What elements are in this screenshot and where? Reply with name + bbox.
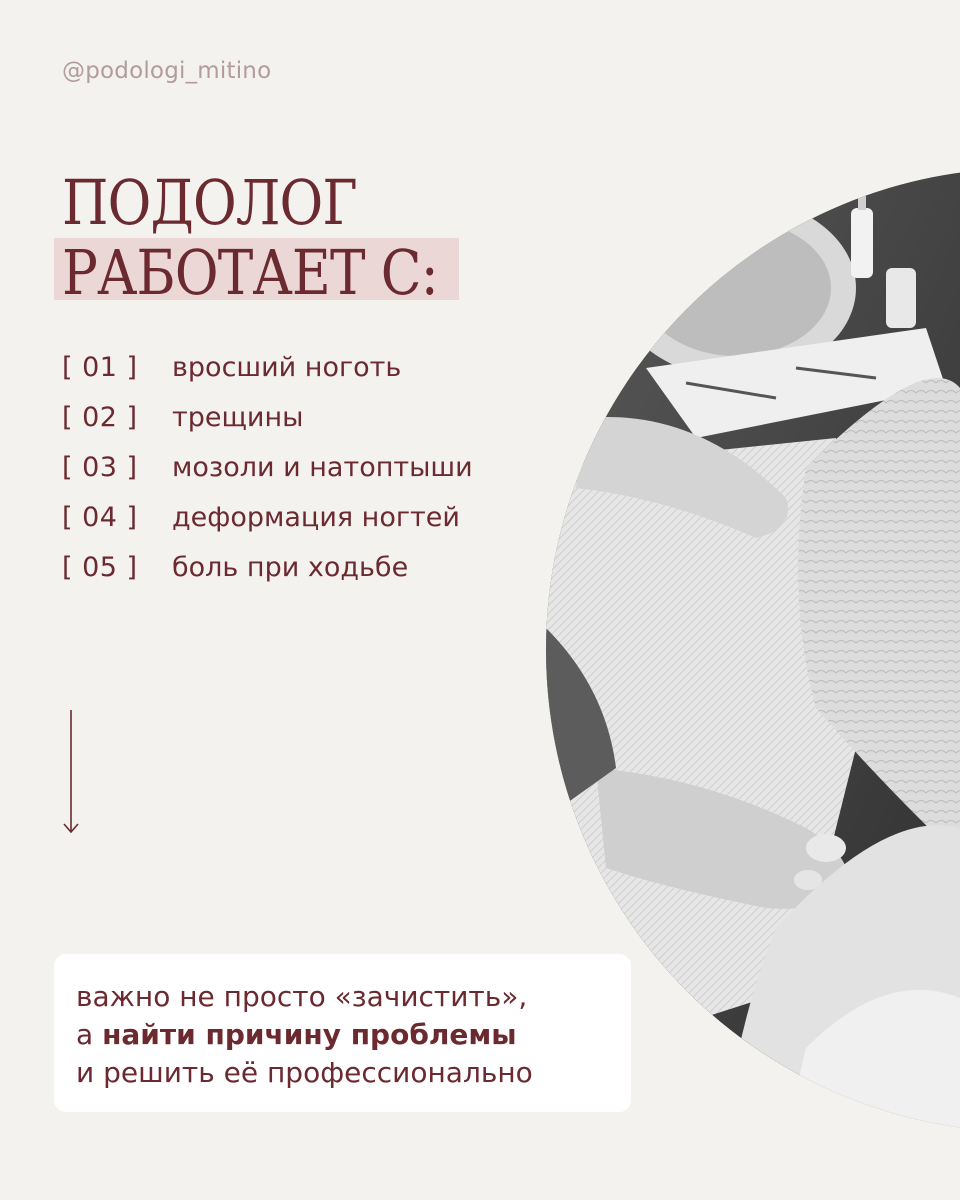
info-note <box>54 954 631 1112</box>
page-title-line-2: РАБОТАЕТ С: <box>62 236 438 309</box>
note-line-2-prefix: а <box>76 1018 103 1051</box>
note-line-3: и решить её профессионально <box>76 1056 533 1089</box>
page-title-line-1: ПОДОЛОГ <box>62 166 357 239</box>
note-line-1: важно не просто «зачистить», <box>76 980 528 1013</box>
list-item-text: деформация ногтей <box>172 501 460 533</box>
services-list <box>62 342 473 592</box>
list-item-text: боль при ходьбе <box>172 551 409 583</box>
list-item <box>62 392 473 442</box>
list-item-number: [ 04 ] <box>62 501 138 533</box>
list-item-number: [ 02 ] <box>62 401 138 433</box>
instagram-handle: @podologi_mitino <box>62 58 272 84</box>
list-item-number: [ 03 ] <box>62 451 138 483</box>
list-item-number: [ 05 ] <box>62 551 138 583</box>
list-item-text: вросший ноготь <box>172 351 402 383</box>
note-line-2-bold: найти причину проблемы <box>102 1018 517 1051</box>
arrow-down-icon <box>63 710 79 834</box>
list-item-text: трещины <box>172 401 304 433</box>
list-item <box>62 442 473 492</box>
note-line-2 <box>76 1016 609 1054</box>
list-item <box>62 542 473 592</box>
list-item <box>62 492 473 542</box>
list-item-text: мозоли и натоптыши <box>172 451 473 483</box>
list-item <box>62 342 473 392</box>
list-item-number: [ 01 ] <box>62 351 138 383</box>
